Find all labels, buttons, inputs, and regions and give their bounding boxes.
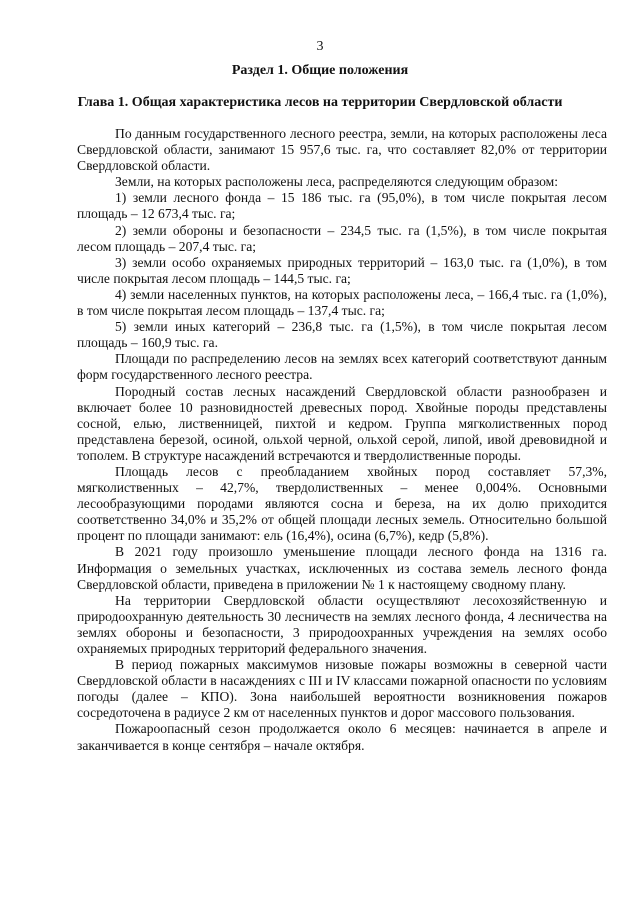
paragraph-land-distribution-intro: Земли, на которых расположены леса, распределяются следующим образом:: [115, 174, 559, 190]
paragraph-species-shares: Площадь лесов с преобладанием хвойных пород составляет 57,3%, мягколиственных – 42,7%, твердолиственных – менее 0,004%. Основными лесообразующими породами являются сосна и береза, на их долю приходится соответственно 34,0% и 35,2% от общей площади лесных земель. Относительно большой процент по площади занимают: ель (16,4%), осина (6,7%), кедр (5,8%).: [77, 463, 607, 544]
list-item-other-lands: 5) земли иных категорий – 236,8 тыс. га (1,5%), в том числе покрытая лесом площадь – 160,9 тыс. га.: [77, 319, 607, 351]
document-body: [77, 126, 607, 754]
page-number: 3: [316, 39, 324, 54]
paragraph-forestry-units: На территории Свердловской области осуществляют лесохозяйственную и природоохранную деятельность 30 лесничеств на землях лесного фонда, 4 лесничества на землях обороны и безопасности, 3 природоохранных учреждения на землях особо охраняемых природных территорий федерального значения.: [77, 592, 607, 656]
list-item-protected-territories: 3) земли особо охраняемых природных территорий – 163,0 тыс. га (1,0%), в том числе покрытая лесом площадь – 144,5 тыс. га;: [77, 254, 607, 286]
paragraph-registry-correspondence: Площади по распределению лесов на землях всех категорий соответствуют данным форм государственного лесного реестра.: [77, 351, 607, 383]
list-item-defense-lands: 2) земли обороны и безопасности – 234,5 тыс. га (1,5%), в том числе покрытая лесом площадь – 207,4 тыс. га;: [77, 222, 607, 254]
section-title: Раздел 1. Общие положения: [231, 63, 409, 78]
paragraph-species-composition: Породный состав лесных насаждений Свердловской области разнообразен и включает более 10 разновидностей древесных пород. Хвойные породы представлены сосной, елью, лиственницей, пихтой и кедром. Группа мягколиственных пород представлена березой, осиной, ольхой черной, ольхой серой, липой, ивой древовидной и тополем. В структуре насаждений встречаются и твердолиственные породы.: [77, 383, 607, 463]
chapter-title: Глава 1. Общая характеристика лесов на территории Свердловской области: [77, 95, 563, 110]
paragraph-forest-area-total: По данным государственного лесного реестра, земли, на которых расположены леса Свердловской области, занимают 15 957,6 тыс. га, что составляет 82,0% от территории Свердловской области.: [77, 126, 607, 174]
list-item-settlement-lands: 4) земли населенных пунктов, на которых расположены леса, – 166,4 тыс. га (1,0%), в том числе покрытая лесом площадь – 137,4 тыс. га;: [77, 286, 607, 319]
paragraph-fire-danger: В период пожарных максимумов низовые пожары возможны в северной части Свердловской области в насаждениях с III и IV классами пожарной опасности по условиям погоды (далее – КПО). Зона наибольшей вероятности возникновения пожаров сосредоточена в радиусе 2 км от населенных пунктов и дорог массового пользования.: [77, 657, 607, 721]
paragraph-area-decrease-2021: В 2021 году произошло уменьшение площади лесного фонда на 1316 га. Информация о земельных участках, исключенных из состава земель лесного фонда Свердловской области, приведена в приложении № 1 к настоящему сводному плану.: [77, 544, 607, 592]
list-item-forest-fund-lands: 1) земли лесного фонда – 15 186 тыс. га (95,0%), в том числе покрытая лесом площадь – 12 673,4 тыс. га;: [77, 190, 607, 222]
paragraph-fire-season: Пожароопасный сезон продолжается около 6 месяцев: начинается в апреле и заканчивается в конце сентября – начале октября.: [77, 721, 607, 753]
